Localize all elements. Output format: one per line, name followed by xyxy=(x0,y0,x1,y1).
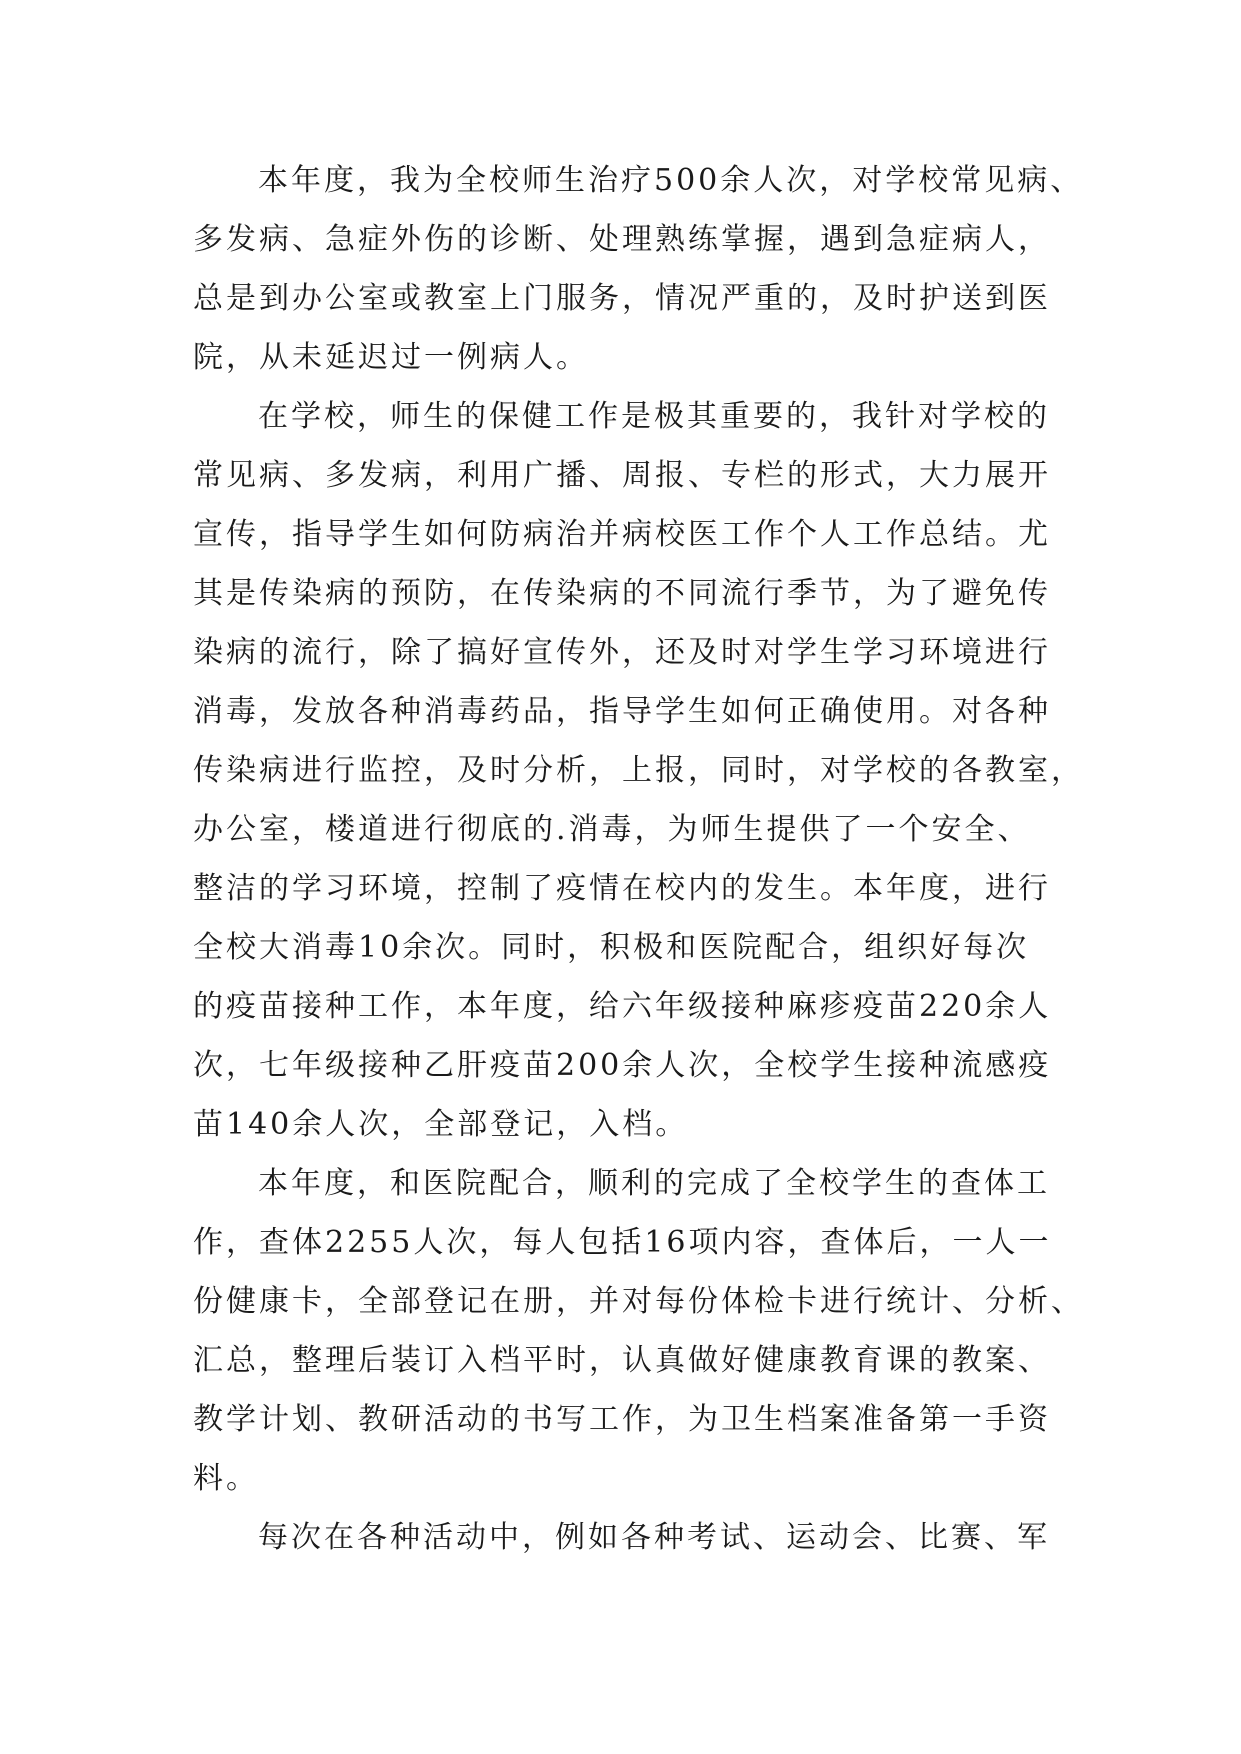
text-line: 办公室，楼道进行彻底的.消毒，为师生提供了一个安全、 xyxy=(193,812,1031,847)
paragraph-4 xyxy=(193,1517,1073,1576)
text-line: 的疫苗接种工作，本年度，给六年级接种麻疹疫苗220余人 xyxy=(193,989,1052,1024)
paragraph-1 xyxy=(193,160,1084,396)
text-line: 本年度，我为全校师生治疗500余人次，对学校常见病、 xyxy=(258,163,1084,198)
text-line: 料。 xyxy=(193,1461,259,1496)
text-line: 次，七年级接种乙肝疫苗200余人次，全校学生接种流感疫 xyxy=(193,1048,1052,1083)
text-line: 总是到办公室或教室上门服务，情况严重的，及时护送到医 xyxy=(193,281,1051,316)
text-line: 汇总，整理后装订入档平时，认真做好健康教育课的教案、 xyxy=(193,1343,1051,1378)
document-body xyxy=(193,160,1084,1576)
paragraph-2 xyxy=(193,396,1084,1163)
text-line: 多发病、急症外伤的诊断、处理熟练掌握，遇到急症病人， xyxy=(193,222,1051,257)
paragraph-3 xyxy=(193,1163,1084,1517)
text-line: 常见病、多发病，利用广播、周报、专栏的形式，大力展开 xyxy=(193,458,1051,493)
text-line: 教学计划、教研活动的书写工作，为卫生档案准备第一手资 xyxy=(193,1402,1051,1437)
text-line: 全校大消毒10余次。同时，积极和医院配合，组织好每次 xyxy=(193,930,1030,965)
text-line: 消毒，发放各种消毒药品，指导学生如何正确使用。对各种 xyxy=(193,694,1051,729)
text-line: 整洁的学习环境，控制了疫情在校内的发生。本年度，进行 xyxy=(193,871,1051,906)
text-line: 传染病进行监控，及时分析，上报，同时，对学校的各教室， xyxy=(193,753,1084,788)
text-line: 在学校，师生的保健工作是极其重要的，我针对学校的 xyxy=(258,399,1050,434)
text-line: 其是传染病的预防，在传染病的不同流行季节，为了避免传 xyxy=(193,576,1051,611)
text-line: 份健康卡，全部登记在册，并对每份体检卡进行统计、分析、 xyxy=(193,1284,1084,1319)
text-line: 作，查体2255人次，每人包括16项内容，查体后，一人一 xyxy=(193,1225,1052,1260)
text-line: 宣传，指导学生如何防病治并病校医工作个人工作总结。尤 xyxy=(193,517,1051,552)
text-line: 本年度，和医院配合，顺利的完成了全校学生的查体工 xyxy=(258,1166,1050,1201)
text-line: 每次在各种活动中，例如各种考试、运动会、比赛、军 xyxy=(258,1520,1050,1555)
text-line: 苗140余人次，全部登记，入档。 xyxy=(193,1107,689,1142)
text-line: 染病的流行，除了搞好宣传外，还及时对学生学习环境进行 xyxy=(193,635,1051,670)
text-line: 院，从未延迟过一例病人。 xyxy=(193,340,589,375)
